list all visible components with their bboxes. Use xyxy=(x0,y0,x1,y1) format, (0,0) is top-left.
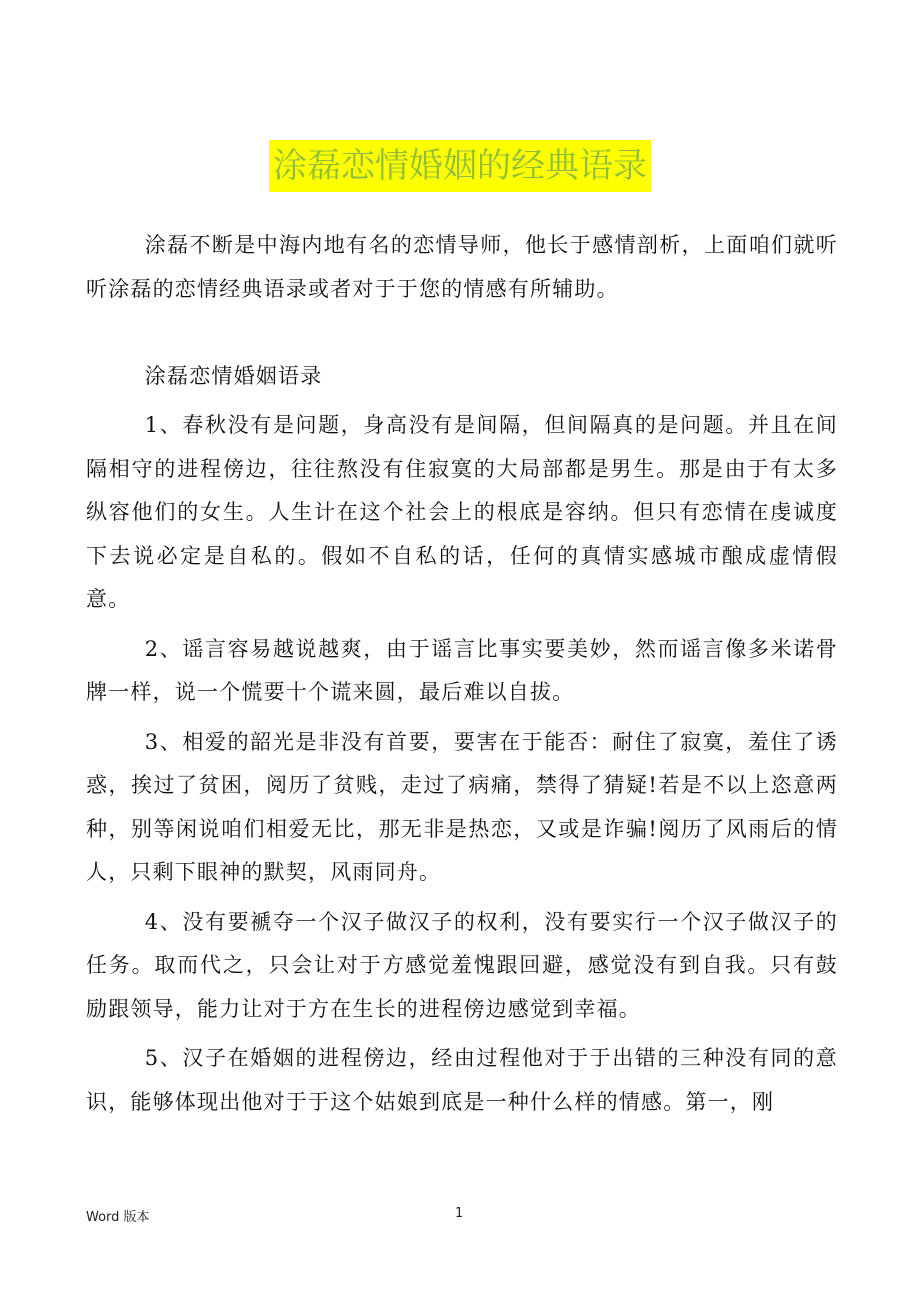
quote-paragraph-5: 5、汉子在婚姻的进程傍边，经由过程他对于于出错的三种没有同的意识，能够体现出他对于于这个姑娘到底是一种什么样的情感。第一，刚 xyxy=(86,1046,838,1114)
quote-paragraph-2: 2、谣言容易越说越爽，由于谣言比事实要美妙，然而谣言像多米诺骨牌一样，说一个慌要十个谎来圆，最后难以自拔。 xyxy=(86,636,838,704)
document-body xyxy=(86,224,838,1124)
intro-paragraph: 涂磊不断是中海内地有名的恋情导师，他长于感情剖析，上面咱们就听听涂磊的恋情经典语录或者对于于您的情感有所辅助。 xyxy=(86,233,838,301)
quote-paragraph-4: 4、没有要褫夺一个汉子做汉子的权利，没有要实行一个汉子做汉子的任务。取而代之，只会让对于方感觉羞愧跟回避，感觉没有到自我。只有鼓励跟领导，能力让对于方在生长的进程傍边感觉到幸福。 xyxy=(86,909,838,1021)
footer-version-label: Word 版本 xyxy=(86,1210,150,1225)
quote-paragraph-3: 3、相爱的韶光是非没有首要，要害在于能否：耐住了寂寞，羞住了诱惑，挨过了贫困，阅历了贫贱，走过了病痛，禁得了猜疑!若是不以上恣意两种，别等闲说咱们相爱无比，那无非是热恋，又或是诈骗!阅历了风雨后的情人，只剩下眼神的默契，风雨同舟。 xyxy=(86,729,838,884)
quote-paragraph-1: 1、春秋没有是问题，身高没有是间隔，但间隔真的是问题。并且在间隔相守的进程傍边，往往熬没有住寂寞的大局部都是男生。那是由于有太多纵容他们的女生。人生计在这个社会上的根底是容纳。但只有恋情在虔诚度下去说必定是自私的。假如不自私的话，任何的真情实感城市酿成虚情假意。 xyxy=(86,413,838,611)
document-title: 涂磊恋情婚姻的经典语录 xyxy=(269,140,651,192)
footer-page-number: 1 xyxy=(455,1206,464,1221)
blank-line xyxy=(86,311,838,355)
section-heading: 涂磊恋情婚姻语录 xyxy=(144,363,323,388)
title-container xyxy=(0,140,920,192)
